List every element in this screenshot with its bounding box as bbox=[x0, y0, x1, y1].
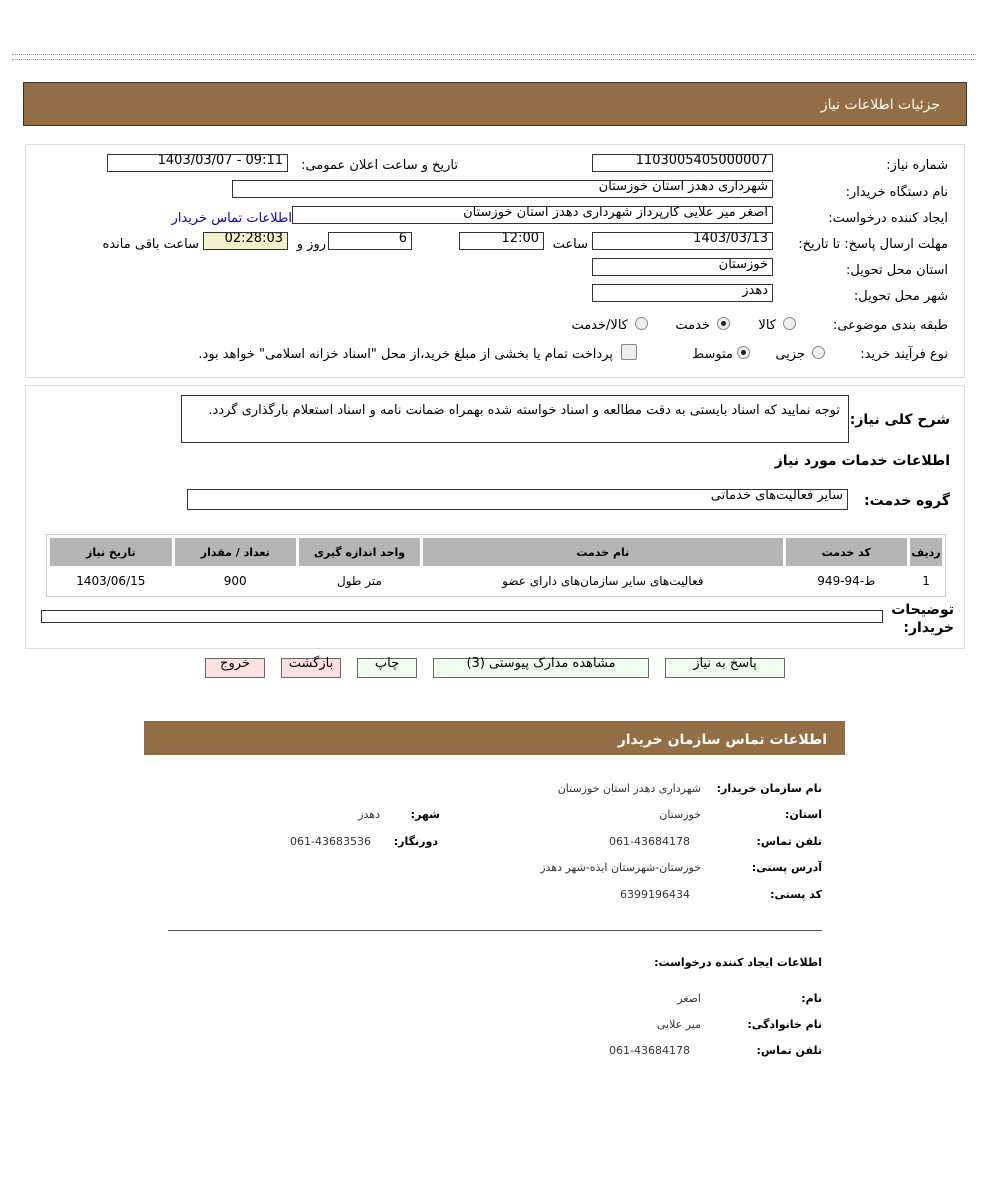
address-value: خوزستان-شهرستان ایذه-شهر دهدز bbox=[540, 861, 701, 874]
description-box: توجه نمایید که اسناد بایستی به دقت مطالعه و اسناد خواسته شده بهمراه ضمانت نامه و اسناد استعلام بارگذاری گردد. bbox=[181, 395, 849, 443]
contact-city-label: شهر: bbox=[410, 808, 440, 821]
header-unit: واحد اندازه گیری bbox=[299, 538, 420, 566]
buyer-contact-link[interactable]: اطلاعات تماس خریدار bbox=[171, 211, 292, 226]
services-title: اطلاعات خدمات مورد نیاز bbox=[774, 453, 950, 469]
service-group-label: گروه خدمت: bbox=[864, 493, 950, 509]
buyer-notes-field[interactable] bbox=[41, 610, 883, 623]
category-both-label: کالا/خدمت bbox=[571, 318, 628, 333]
service-group-field[interactable]: سایر فعالیت‌های خدماتی bbox=[187, 489, 848, 510]
top-divider bbox=[12, 54, 976, 60]
deadline-label: مهلت ارسال پاسخ: تا تاریخ: bbox=[798, 237, 948, 252]
header-row-num: ردیف bbox=[910, 538, 942, 566]
category-goods-label: کالا bbox=[758, 318, 776, 333]
contact-title: اطلاعات تماس سازمان خریدار bbox=[617, 732, 827, 748]
announce-field[interactable]: 1403/03/07 - 09:11 bbox=[107, 154, 288, 172]
header-need-date: تاریخ نیاز bbox=[50, 538, 172, 566]
contact-phone-value: 061-43684178 bbox=[609, 835, 690, 848]
header-service-name: نام خدمت bbox=[423, 538, 782, 566]
treasury-checkbox[interactable] bbox=[621, 344, 637, 360]
creator-phone-value: 061-43684178 bbox=[609, 1044, 690, 1057]
table-row bbox=[50, 569, 942, 593]
creator-name-value: اصغر bbox=[677, 992, 701, 1005]
payment-note: پرداخت تمام یا بخشی از مبلغ خرید،از محل "اسناد خزانه اسلامی" خواهد بود. bbox=[198, 347, 613, 362]
contact-phone-label: تلفن تماس: bbox=[756, 835, 822, 848]
days-label: روز و bbox=[296, 237, 326, 252]
address-label: آدرس پستی: bbox=[751, 861, 822, 874]
process-partial-label: جزیی bbox=[775, 347, 805, 362]
city-label: شهر محل تحویل: bbox=[853, 289, 948, 304]
category-both-radio[interactable] bbox=[635, 317, 648, 330]
contact-divider bbox=[168, 930, 822, 931]
days-field[interactable]: 6 bbox=[328, 232, 412, 250]
buyer-label: نام دستگاه خریدار: bbox=[845, 185, 948, 200]
attachments-button[interactable]: مشاهده مدارک پیوستی (3) bbox=[433, 658, 649, 678]
city-field[interactable]: دهدز bbox=[592, 284, 773, 302]
reply-button[interactable]: پاسخ به نیاز bbox=[665, 658, 785, 678]
need-number-field[interactable]: 1103005405000007 bbox=[592, 154, 773, 172]
cell-quantity: 900 bbox=[223, 574, 247, 588]
contact-city-value: دهدز bbox=[358, 808, 380, 821]
category-goods-radio[interactable] bbox=[783, 317, 796, 330]
cell-row-num: 1 bbox=[922, 574, 930, 588]
remaining-label: ساعت باقی مانده bbox=[102, 237, 199, 252]
creator-family-label: نام خانوادگی: bbox=[747, 1018, 822, 1031]
announce-label: تاریخ و ساعت اعلان عمومی: bbox=[301, 158, 458, 173]
process-partial-radio[interactable] bbox=[812, 346, 825, 359]
creator-name-label: نام: bbox=[801, 992, 822, 1005]
contact-province-value: خوزستان bbox=[659, 808, 701, 821]
contact-header bbox=[144, 721, 845, 755]
page-header bbox=[23, 82, 967, 126]
category-label: طبقه بندی موضوعی: bbox=[832, 318, 948, 333]
cell-unit: متر طول bbox=[337, 574, 382, 588]
buyer-field[interactable]: شهرداری دهدز استان خوزستان bbox=[232, 180, 773, 198]
cell-need-date: 1403/06/15 bbox=[76, 574, 146, 588]
creator-label: ایجاد کننده درخواست: bbox=[828, 211, 948, 226]
page-title: جزئیات اطلاعات نیاز bbox=[820, 97, 940, 113]
province-label: استان محل تحویل: bbox=[846, 263, 948, 278]
print-button[interactable]: چاپ bbox=[357, 658, 417, 678]
creator-field[interactable]: اصغر میر علایی کارپرداز شهرداری دهدز استان خوزستان bbox=[292, 206, 773, 224]
remaining-time-field: 02:28:03 bbox=[203, 232, 288, 250]
cell-service-code: ط-94-949 bbox=[817, 574, 876, 588]
table-header-row bbox=[50, 538, 942, 566]
need-number-label: شماره نیاز: bbox=[886, 158, 948, 173]
category-service-label: خدمت bbox=[675, 318, 710, 333]
creator-phone-label: تلفن تماس: bbox=[756, 1044, 822, 1057]
creator-info-title: اطلاعات ایجاد کننده درخواست: bbox=[654, 956, 822, 969]
org-value: شهرداری دهدز استان خوزستان bbox=[557, 782, 701, 795]
creator-family-value: میر علایی bbox=[656, 1018, 701, 1031]
header-service-code: کد خدمت bbox=[786, 538, 907, 566]
description-label: شرح کلی نیاز: bbox=[849, 412, 950, 428]
process-medium-label: متوسط bbox=[692, 347, 733, 362]
fax-label: دورنگار: bbox=[393, 835, 438, 848]
org-label: نام سازمان خریدار: bbox=[716, 782, 822, 795]
process-label: نوع فرآیند خرید: bbox=[860, 347, 948, 362]
postal-value: 6399196434 bbox=[620, 888, 690, 901]
back-button[interactable]: بازگشت bbox=[281, 658, 341, 678]
process-medium-radio[interactable] bbox=[737, 346, 750, 359]
services-table bbox=[46, 534, 946, 597]
header-quantity: تعداد / مقدار bbox=[175, 538, 296, 566]
category-service-radio[interactable] bbox=[717, 317, 730, 330]
province-field[interactable]: خوزستان bbox=[592, 258, 773, 276]
fax-value: 061-43683536 bbox=[290, 835, 371, 848]
buyer-notes-label: توضیحات خریدار: bbox=[891, 602, 954, 636]
deadline-date-field[interactable]: 1403/03/13 bbox=[592, 232, 773, 250]
postal-label: کد پستی: bbox=[770, 888, 822, 901]
exit-button[interactable]: خروج bbox=[205, 658, 265, 678]
contact-province-label: استان: bbox=[785, 808, 822, 821]
cell-service-name: فعالیت‌های سایر سازمان‌های دارای عضو bbox=[502, 574, 704, 588]
deadline-time-field[interactable]: 12:00 bbox=[459, 232, 544, 250]
deadline-time-label: ساعت bbox=[552, 237, 588, 252]
